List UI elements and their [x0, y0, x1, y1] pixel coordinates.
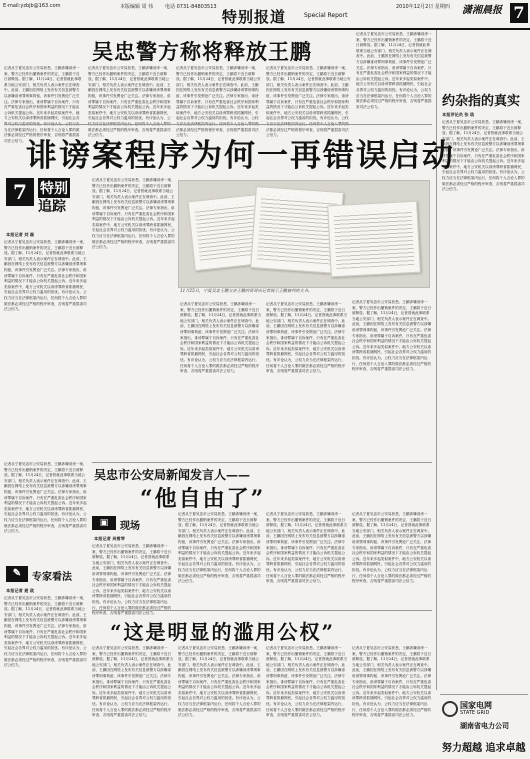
article-left-col: 记者从宁夏吴忠市公安局获悉，王鹏涉嫌诽谤一案，警方已经作出撤销案件的决定，王鹏将于近日被释放。据了解，11月24日，记者曾就此事联系当地公安部门，相关负责人表示案件正在调查中。此前，王鹏因在网络上发布有关信息被警方以涉嫌诽谤罪刑事拘留，该事件引发舆论广泛关注。法律专家指出，诽谤罪属于自诉案件，只有在严重危害社会秩序和国家利益的情况下才能由公诉机关提起公诉。近年来多起类似案件中，地方公安机关以诽谤罪跨省抓捕网民，引起社会各界对公权力滥用的担忧。有评论认为，公权力应当在法律框架内运行，任何将个人言论入罪的做法都必须经过严格的程序审查，否则将严重损害司法公信力。 — [4, 240, 87, 312]
page-number: 7 — [510, 3, 528, 23]
live-box — [92, 516, 172, 532]
article-bottom-col-3: 记者从宁夏吴忠市公安局获悉，王鹏涉嫌诽谤一案，警方已经作出撤销案件的决定，王鹏将于近日被释放。据了解，11月24日，记者曾就此事联系当地公安部门，相关负责人表示案件正在调查中。此前，王鹏因在网络上发布有关信息被警方以涉嫌诽谤罪刑事拘留，该事件引发舆论广泛关注。法律专家指出，诽谤罪属于自诉案件，只有在严重危害社会秩序和国家利益的情况下才能由公诉机关提起公诉。近年来多起类似案件中，地方公安机关以诽谤罪跨省抓捕网民，引起社会各界对公权力滥用的担忧。有评论认为，公权力应当在法律框架内运行，任何将个人言论入罪的做法都必须经过严格的程序审查，否则将严重损害司法公信力。 — [266, 646, 348, 718]
expert-icon: ✎ — [6, 566, 28, 582]
article-left-col-2: 记者从宁夏吴忠市公安局获悉，王鹏涉嫌诽谤一案，警方已经作出撤销案件的决定，王鹏将于近日被释放。据了解，11月24日，记者曾就此事联系当地公安部门，相关负责人表示案件正在调查中。此前，王鹏因在网络上发布有关信息被警方以涉嫌诽谤罪刑事拘留，该事件引发舆论广泛关注。法律专家指出，诽谤罪属于自诉案件，只有在严重危害社会秩序和国家利益的情况下才能由公诉机关提起公诉。近年来多起类似案件中，地方公安机关以诽谤罪跨省抓捕网民，引起社会各界对公权力滥用的担忧。有评论认为，公权力应当在法律框架内运行，任何将个人言论入罪的做法都必须经过严格的程序审查，否则将严重损害司法公信力。 — [4, 462, 87, 534]
top-headline: 吴忠警方称将释放王鹏 — [92, 39, 312, 64]
footer-ad — [440, 694, 528, 757]
article-top-col-2: 记者从宁夏吴忠市公安局获悉，王鹏涉嫌诽谤一案，警方已经作出撤销案件的决定，王鹏将于近日被释放。据了解，11月24日，记者曾就此事联系当地公安部门，相关负责人表示案件正在调查中。此前，王鹏因在网络上发布有关信息被警方以涉嫌诽谤罪刑事拘留，该事件引发舆论广泛关注。法律专家指出，诽谤罪属于自诉案件，只有在严重危害社会秩序和国家利益的情况下才能由公诉机关提起公诉。近年来多起类似案件中，地方公安机关以诽谤罪跨省抓捕网民，引起社会各界对公权力滥用的担忧。有评论认为，公 做法都必须经过严格的程序审查，否则将严重损害司法公信力。 — [88, 66, 171, 138]
article-bottom-col-4: 记者从宁夏吴忠市公安局获悉，王鹏涉嫌诽谤一案，警方已经作出撤销案件的决定，王鹏将于近日被释放。据了解，11月24日，记者曾就此事联系当地公安部门，相关负责人表示案件正在调查中。此前，王鹏因在网络上发布有关信息被警方以涉嫌诽谤罪刑事拘留，该事件引发舆论广泛关注。法律专家指出，诽谤罪属于自诉案件，只有在严重危害社会秩序和国家利益的情况下才能由公诉机关提起公诉。近年来多起类似案件中，地方公安机关以诽谤罪跨省抓捕网民，引起社会各界对公权力滥用的担忧。有评论认为，公权力应当在法律框架内运行，任何将个人言论入罪的做法都必须经过严格的程序审查，否则将严重损害司法公信力。 — [352, 646, 432, 718]
photo-caption: 11月25日，宁夏吴忠王鹏父亲王鹏的哥哥向记者展示王鹏被判的文书。 — [180, 288, 313, 293]
article-bottom-col-2: 记者从宁夏吴忠市公安局获悉，王鹏涉嫌诽谤一案，警方已经作出撤销案件的决定，王鹏将于近日被释放。据了解，11月24日，记者曾就此事联系当地公安部门，相关负责人表示案件正在调查中。此前，王鹏因在网络上发布有关信息被警方以涉嫌诽谤罪刑事拘留，该事件引发舆论广泛关注。法律专家指出，诽谤罪属于自诉案件，只有在严重危害社会秩序和国家利益的情况下才能由公诉机关提起公诉。近年来多起类似案件中，地方公安机关以诽谤罪跨省抓捕网民，引起社会各界对公权力滥用的担忧。有评论认为，公权力应当在法律框架内运行，任何将个人言论入罪的做法都必须经过严格的程序审查，否则将严重损害司法公信力。 — [178, 646, 261, 718]
article-expert-col: 记者从宁夏吴忠市公安局获悉，王鹏涉嫌诽谤一案，警方已经作出撤销案件的决定，王鹏将于近日被释放。据了解，11月24日，记者曾就此事联系当地公安部门，相关负责人表示案件正在调查中。此前，王鹏因在网络上发布有关信息被警方以涉嫌诽谤罪刑事拘留，该事件引发舆论广泛关注。法律专家指出，诽谤罪属于自诉案件，只有在严重危害社会秩序和国家利益的情况下才能由公诉机关提起公诉。近年来多起类似案件中，地方公安机关以诽谤罪跨省抓捕网民，引起社会各界对公权力滥用的担忧。有评论认为，公权力应当在法律框架内运行，任何将个人言论入罪的做法都必须经过严格的程序审查，否则将严重损害司法公信力。 — [4, 596, 87, 668]
byline-b: 本报记者 聂 政 — [6, 588, 35, 593]
quote-headline-1: “他自由了” — [140, 486, 266, 512]
main-headline: 诽谤案程序为何一再错误启动 — [26, 138, 455, 174]
masthead-email: E-mail:yzbjb@163.com — [3, 3, 61, 9]
footer-company: 湖南省电力公司 — [460, 722, 509, 730]
footer-slogan: 努力超越 追求卓越 — [442, 743, 526, 754]
article-col-b: 记者从宁夏吴忠市公安局获悉，王鹏涉嫌诽谤一案，警方已经作出撤销案件的决定，王鹏将于近日被释放。据了解，11月24日，记者曾就此事联系当地公安部门，相关负责人表示案件正在调查中。此前，王鹏因在网络上发布有关信息被警方以涉嫌诽谤罪刑事拘留，该事件引发舆论广泛关注。法律专家指出，诽谤罪属于自诉案件，只有在严重危害社会秩序和国家利益的情况下才能由公诉机关提起公诉。近年来多起类似案件中，地方公安机关以诽谤罪跨省抓捕网民，引起社会各界对公权力滥用的担忧。有评论认为，公权力应当在法律框架内运行，任何将个人言论入罪的做法都必须经过严格的程序审查，否则将严重损害司法公信力。 — [266, 302, 348, 374]
byline-a: 本报记者 刘 磊 — [6, 232, 35, 237]
sidebar-title: 约杂指的真实 — [442, 94, 521, 109]
article-police-col-1: 记者从宁夏吴忠市公安局获悉，王鹏涉嫌诽谤一案，警方已经作出撤销案件的决定，王鹏将于近日被释放。据了解，11月24日，记者曾就此事联系当地公安部门，相关负责人表示案件正在调查中。此前，王鹏因在网络上发布有关信息被警方以涉嫌诽谤罪刑事拘留，该事件引发舆论广泛关注。法律专家指出，诽谤罪属于自诉案件，只有在严重危害社会秩序和国家利益的情况下才能由公诉机关提起公诉。近年来多起类似案件中，地方公安机关以诽谤罪跨省抓捕网民，引起社会各界对公权力滥用的担忧。有评论认为，公权力应当在法律框架内运行，任何将个人言论入罪的做法都必须经过严格的程序审查，否则将严重损害司法公信力。 — [178, 512, 261, 584]
article-police-col-3: 记者从宁夏吴忠市公安局获悉，王鹏涉嫌诽谤一案，警方已经作出撤销案件的决定，王鹏将于近日被释放。据了解，11月24日，记者曾就此事联系当地公安部门，相关负责人表示案件正在调查中。此前，王鹏因在网络上发布有关信息被警方以涉嫌诽谤罪刑事拘留，该事件引发舆论广泛关注。法律专家指出，诽谤罪属于自诉案件，只有在严重危害社会秩序和国家利益的情况下才能由公诉机关提起公诉。近年来多起类似案件中，地方公安机关以诽谤罪跨省抓捕网民，引起社会各界对公权力滥用的担忧。有评论认为，公权力应当在法律框架内运行，任何将个人言论入罪的做法都必须经过严格的程序审查，否则将严重损害司法公信力。 — [352, 512, 432, 584]
state-grid-icon — [442, 701, 458, 717]
article-top-col-4: 记者从宁夏吴忠市公安局获悉，王鹏涉嫌诽谤一案，警方已经作出撤销案件的决定，王鹏将于近日被释放。据了解，11月24日，记者曾就此事联系当地公安部门，相关负责人表示案件正在调查中。此前，王鹏因在网络上发布有关信息被警方以涉嫌诽谤罪刑事拘留，该事件引发舆论广泛关注。法律专家指出，诽谤罪属于自诉案件，只有在严重危害社会秩序和国家利益的情况下才能由公诉机关提起公诉。近年来多起类似案件中，地方公安机关以诽谤罪跨省抓捕网民，引起社会各界对公权力滥用的担忧。有评论认为，公权 法都必须经过严格的程序审查，否则将严重损害司法公信力。 — [266, 66, 351, 138]
sidebar-article: 记者从宁夏吴忠市公安局获悉，王鹏涉嫌诽谤一案，警方已经作出撤销案件的决定，王鹏将于近日被释放。据了解，11月24日，记者曾就此事联系当地公安部门，相关负责人表示案件正在调查中。此前，王鹏因在网络上发布有关信息被警方以涉嫌诽谤罪刑事拘留，该事件引发舆论广泛关注。法律专家指出，诽谤罪属于自诉案件，只有在严重危害社会秩序和国家利益的情况下才能由公诉机关提起公诉。近年来多起类似案件中，地方公安机关以诽谤罪跨省抓捕网民，引起社会各界对公权力滥用的担忧。有评论认为，公权力应当在法律框架内运行，任何将个人言论入罪的做法都必须经过严格的程序审查，否则将严重损害司法公信力。 — [442, 120, 525, 192]
article-top-col-5: 记者从宁夏吴忠市公安局获悉，王鹏涉嫌诽谤一案，警方已经作出撤销案件的决定，王鹏将于近日被释放。据了解，11月24日，记者曾就此事联系当地公安部门，相关负责人表示案件正在调查中。此前，王鹏因在网络上发布有关信息被警方以涉嫌诽谤罪刑事拘留，该事件引发舆论广泛关注。法律专家指出，诽谤罪属于自诉案件，只有在严重危害社会秩序和国家利益的情况下才能由公诉机关提起公诉。近年来多起类似案件中，地方公安机关以诽谤罪跨省抓捕网民，引起社会各界对公权力滥用的担忧。有评论认为，公权力应当在法律框架内运行，任何将个人言论入罪的做法都必须经过严格的程序审查，否则将严重损害司法公信力。 — [356, 32, 432, 109]
byline-c: 本报记者 吴雪琴 — [94, 536, 125, 541]
article-col-a: 记者从宁夏吴忠市公安局获悉，王鹏涉嫌诽谤一案，警方已经作出撤销案件的决定，王鹏将于近日被释放。据了解，11月24日，记者曾就此事联系当地公安部门，相关负责人表示案件正在调查中。此前，王鹏因在网络上发布有关信息被警方以涉嫌诽谤罪刑事拘留，该事件引发舆论广泛关注。法律专家指出，诽谤罪属于自诉案件，只有在严重危害社会秩序和国家利益的情况下才能由公诉机关提起公诉。近年来多起类似案件中，地方公安机关以诽谤罪跨省抓捕网民，引起社会各界对公权力滥用的担忧。有评论认为，公权力应当在法律框架内运行，任何将个人言论入罪的做法都必须经过严格的程序审查，否则将严重损害司法公信力。 — [180, 302, 262, 374]
section-title-en: Special Report — [304, 12, 348, 19]
document-photo — [178, 180, 430, 288]
article-top-col-3: 记者从宁夏吴忠市公安局获悉，王鹏涉嫌诽谤一案，警方已经作出撤销案件的决定，王鹏将于近日被释放。据了解，11月24日，记者曾就此事联系当地公安部门，相关负责人表示案件正在调查中。此前，王鹏因在网络上发布有关信息被警方以涉嫌诽谤罪刑事拘留，该事件引发舆论广泛关注。法律专家指出，诽谤罪属于自诉案件，只有在严重危害社会秩序和国家利益的情况下才能由公诉机关提起公诉。近年来多起类似案件中，地方公安机关以诽谤罪跨省抓捕网民，引起社会各界对公权力滥用的担忧。有评论认为，公权 法都必须经过严格的程序审查，否则将严重损害司法公信力。 — [176, 66, 261, 138]
live-icon: ▣ — [92, 516, 116, 530]
tracking-label-2: 追踪 — [38, 199, 66, 215]
tracking-label-1: 特别 — [38, 178, 70, 198]
article-top-col-1: 记者从宁夏吴忠市公安局获悉，王鹏涉嫌诽谤一案，警方已经作出撤销案件的决定，王鹏将于近日被释放。据了解，11月24日，记者曾就此事联系当地公安部门，相关负责人表示案件正在调查中。此前，王鹏因在网络上发布有关信息被警方以涉嫌诽谤罪刑事拘留，该事件引发舆论广泛关注。法律专家指出，诽谤罪属于自诉案件，只有在严重危害社会秩序和国家利益的情况下才能由公诉机关提起公诉。近年来多起类似案件中，地方公安机关以诽谤罪跨省抓捕网民，引起社会各 当在法律框架内运行，任何将个人言论入罪的做法都必须经过严格的程序审查，否则将严重损害司法公信力。 — [4, 66, 82, 143]
paper-logo: 潇湘晨报 — [462, 5, 502, 16]
article-police-col-2: 记者从宁夏吴忠市公安局获悉，王鹏涉嫌诽谤一案，警方已经作出撤销案件的决定，王鹏将于近日被释放。据了解，11月24日，记者曾就此事联系当地公安部门，相关负责人表示案件正在调查中。此前，王鹏因在网络上发布有关信息被警方以涉嫌诽谤罪刑事拘留，该事件引发舆论广泛关注。法律专家指出，诽谤罪属于自诉案件，只有在严重危害社会秩序和国家利益的情况下才能由公诉机关提起公诉。近年来多起类似案件中，地方公安机关以诽谤罪跨省抓捕网民，引起社会各界对公权力滥用的担忧。有评论认为，公权力应当在法律框架内运行，任何将个人言论入罪的做法都必须经过严格的程序审查，否则将严重损害司法公信力。 — [266, 512, 348, 584]
editor-line: 本版编辑 周 伟 — [120, 4, 154, 10]
police-subhead: 吴忠市公安局新闻发言人—— — [94, 468, 251, 482]
footer-brand-en: STATE GRID — [460, 710, 490, 716]
section-title: 特别报道 — [222, 8, 287, 26]
expert-label: 专家看法 — [32, 572, 72, 583]
article-bottom-col-1: 记者从宁夏吴忠市公安局获悉，王鹏涉嫌诽谤一案，警方已经作出撤销案件的决定，王鹏将于近日被释放。据了解，11月24日，记者曾就此事联系当地公安部门，相关负责人表示案件正在调查中。此前，王鹏因在网络上发布有关信息被警方以涉嫌诽谤罪刑事拘留，该事件引发舆论广泛关注。法律专家指出，诽谤罪属于自诉案件，只有在严重危害社会秩序和国家利益的情况下才能由公诉机关提起公诉。近年来多起类似案件中，地方公安机关以诽谤罪跨省抓捕网民，引起社会各界对公权力滥用的担忧。有评论认为，公权力应当在法律框架内运行，任何将个人言论入罪的做法都必须经过严格的程序审查，否则将严重损害司法公信力。 — [92, 646, 174, 718]
date-line: 2010年12月2日 星期四 — [396, 4, 450, 10]
article-col-c: 记者从宁夏吴忠市公安局获悉，王鹏涉嫌诽谤一案，警方已经作出撤销案件的决定，王鹏将于近日被释放。据了解，11月24日，记者曾就此事联系当地公安部门，相关负责人表示案件正在调查中。此前，王鹏因在网络上发布有关信息被警方以涉嫌诽谤罪刑事拘留，该事件引发舆论广泛关注。法律专家指出，诽谤罪属于自诉案件，只有在严重危害社会秩序和国家利益的情况下才能由公诉机关提起公诉。近年来多起类似案件中，地方公安机关以诽谤罪跨省抓捕网民，引起社会各界对公权力滥用的担忧。有评论认为，公权力应当在法律框架内运行，任何将个人言论入罪的做法都必须经过严格的程序审查，否则将严重损害司法公信力。 — [352, 300, 432, 372]
phone-line: 电话 0731-84803513 — [165, 4, 217, 10]
live-label: 现场 — [120, 521, 140, 532]
special-tracking-box — [6, 178, 76, 220]
footer-brand: 国家电网 — [460, 701, 492, 710]
sidebar-byline: 本报评论员 张 琰 — [442, 112, 475, 117]
article-mid-col: 记者从宁夏吴忠市公安局获悉，王鹏涉嫌诽谤一案，警方已经作出撤销案件的决定，王鹏将于近日被释放。据了解，11月24日，记者曾就此事联系当地公安部门，相关负责人表示案件正在调查中。此前，王鹏因在网络上发布有关信息被警方以涉嫌诽谤罪刑事拘留，该事件引发舆论广泛关注。法律专家指出，诽谤罪属于自诉案件，只有在严重危害社会秩序和国家利益的情况下才能由公诉机关提起公诉。近年来多起类似案件中，地方公安机关以诽谤罪跨省抓捕网民，引起社会各界对公权力滥用的担忧。有评论认为，公权力应当在法律框架内运行，任何将个人言论入罪的做法都必须经过严格的程序审查，否则将严重损害司法公信力。 — [92, 178, 175, 250]
tracking-number: 7 — [6, 178, 34, 206]
quote-headline-2: “这是明显的滥用公权” — [110, 620, 336, 644]
article-live-col: 记者从宁夏吴忠市公安局获悉，王鹏涉嫌诽谤一案，警方已经作出撤销案件的决定，王鹏将于近日被释放。据了解，11月24日，记者曾就此事联系当地公安部门，相关负责人表示案件正在调查中。此前，王鹏因在网络上发布有关信息被警方以涉嫌诽谤罪刑事拘留，该事件引发舆论广泛关注。法律专家指出，诽谤罪属于自诉案件，只有在严重危害社会秩序和国家利益的情况下才能由公诉机关提起公诉。近年来多起类似案件中，地方公安机关以诽谤罪跨省抓捕网民，引起社会各界对公权力滥用的担忧。有评论认为，公权力应当在法律框架内运行，任何将个人言论入罪的做法都必须经过严格的程序审查，否则将严重损害司法公信力。 — [92, 544, 172, 616]
expert-box — [6, 566, 86, 584]
page-header — [0, 0, 530, 30]
